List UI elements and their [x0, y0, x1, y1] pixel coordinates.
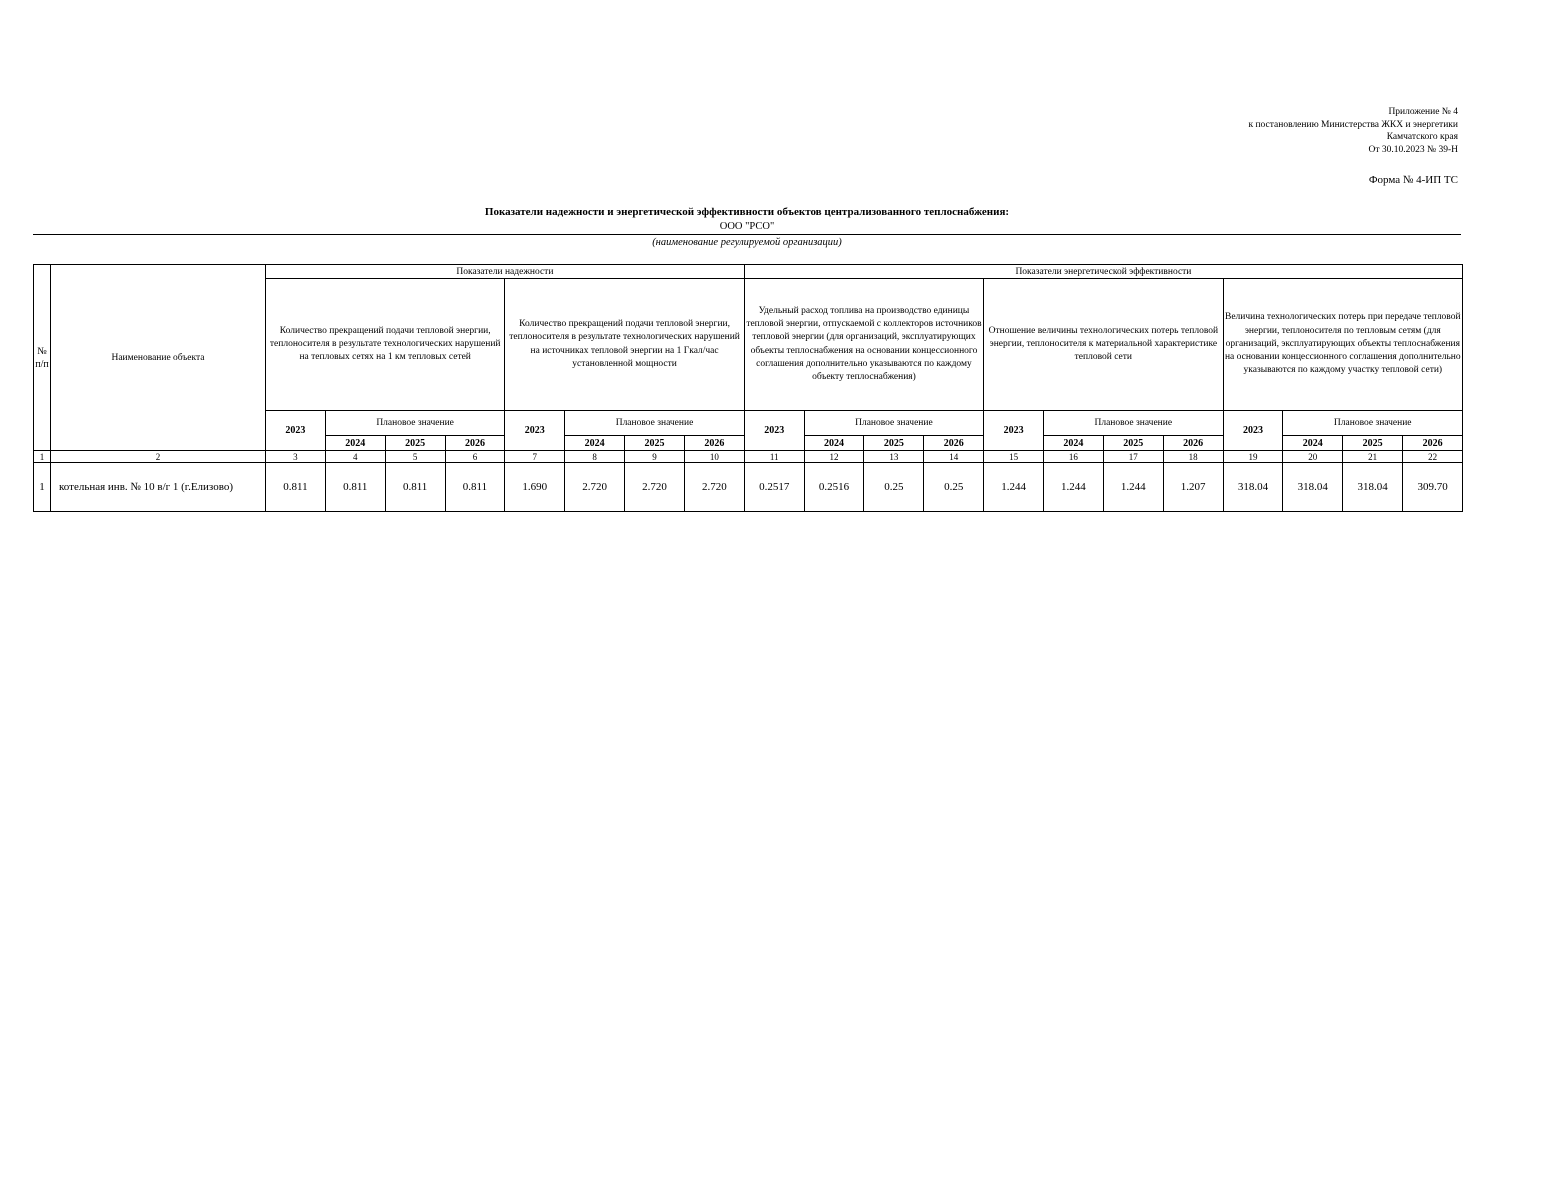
- column-number: 13: [864, 451, 924, 463]
- attachment-line: Приложение № 4: [1388, 107, 1458, 117]
- value-cell: 2.720: [684, 463, 744, 512]
- column-number: 2: [51, 451, 266, 463]
- base-year-header: 2023: [744, 411, 804, 451]
- column-number-row: [34, 451, 1463, 463]
- column-number: 3: [266, 451, 326, 463]
- column-number: 22: [1403, 451, 1463, 463]
- value-cell: 309.70: [1403, 463, 1463, 512]
- column-number: 7: [505, 451, 565, 463]
- plan-value-header: Плановое значение: [565, 411, 745, 436]
- col-name-header: Наименование объекта: [51, 265, 266, 451]
- document-title: Показатели надежности и энергетической эффективности объектов централизованного теплоснабжения:: [484, 206, 1010, 218]
- column-number: 18: [1163, 451, 1223, 463]
- base-year-header: 2023: [1223, 411, 1283, 451]
- plan-year-header: 2025: [1343, 436, 1403, 451]
- column-number: 8: [565, 451, 625, 463]
- column-number: 6: [445, 451, 505, 463]
- attachment-line: к постановлению Министерства ЖКХ и энергетики: [1248, 119, 1458, 130]
- table-row: [34, 463, 1463, 512]
- column-number: 5: [385, 451, 445, 463]
- plan-year-header: 2024: [1044, 436, 1104, 451]
- plan-year-header: 2025: [625, 436, 685, 451]
- plan-value-header: Плановое значение: [325, 411, 505, 436]
- base-year-header: 2023: [984, 411, 1044, 451]
- value-cell: 1.690: [505, 463, 565, 512]
- value-cell: 0.811: [266, 463, 326, 512]
- base-year-header: 2023: [266, 411, 326, 451]
- plan-year-header: 2026: [684, 436, 744, 451]
- indicator-header: Количество прекращений подачи тепловой энергии, теплоносителя в результате технологических нарушений на тепловых сетях на 1 км тепловых сетей: [266, 279, 505, 411]
- value-cell: 1.244: [1044, 463, 1104, 512]
- row-number: 1: [34, 463, 51, 512]
- indicator-header: Удельный расход топлива на производство единицы тепловой энергии, отпускаемой с коллекторов источников тепловой энергии (для организаций, эксплуатирующих объекты теплоснабжения на основании концессионного соглашения дополнительно указываются по каждому объекту теплоснабжения): [744, 279, 983, 411]
- value-cell: 1.207: [1163, 463, 1223, 512]
- col-number-header: № п/п: [34, 265, 51, 451]
- column-number: 12: [804, 451, 864, 463]
- value-cell: 318.04: [1223, 463, 1283, 512]
- organization-caption: (наименование регулируемой организации): [652, 237, 842, 248]
- value-cell: 0.811: [325, 463, 385, 512]
- value-cell: 2.720: [625, 463, 685, 512]
- column-number: 14: [924, 451, 984, 463]
- plan-year-header: 2024: [1283, 436, 1343, 451]
- organization-name: ООО "РСО": [33, 221, 1461, 235]
- attachment-line: Камчатского края: [1386, 132, 1458, 142]
- column-number: 15: [984, 451, 1044, 463]
- plan-year-header: 2024: [325, 436, 385, 451]
- column-number: 19: [1223, 451, 1283, 463]
- attachment-note: [1248, 106, 1458, 156]
- plan-year-header: 2024: [804, 436, 864, 451]
- indicator-header: Отношение величины технологических потерь тепловой энергии, теплоносителя к материальной характеристике тепловой сети: [984, 279, 1223, 411]
- plan-year-header: 2025: [864, 436, 924, 451]
- value-cell: 0.811: [445, 463, 505, 512]
- plan-year-header: 2025: [1103, 436, 1163, 451]
- indicator-header: Количество прекращений подачи тепловой энергии, теплоносителя в результате технологических нарушений на источниках тепловой энергии на 1 Гкал/час установленной мощности: [505, 279, 744, 411]
- column-number: 11: [744, 451, 804, 463]
- group-efficiency-header: Показатели энергетической эффективности: [744, 265, 1462, 279]
- group-header-row: [34, 265, 1463, 279]
- column-number: 20: [1283, 451, 1343, 463]
- value-cell: 1.244: [1103, 463, 1163, 512]
- value-cell: 318.04: [1283, 463, 1343, 512]
- plan-year-header: 2025: [385, 436, 445, 451]
- attachment-line: От 30.10.2023 № 39-Н: [1368, 144, 1458, 155]
- indicators-table: [33, 264, 1463, 512]
- column-number: 9: [625, 451, 685, 463]
- column-number: 17: [1103, 451, 1163, 463]
- plan-year-header: 2026: [1403, 436, 1463, 451]
- value-cell: 2.720: [565, 463, 625, 512]
- column-number: 4: [325, 451, 385, 463]
- form-number: Форма № 4-ИП ТС: [1368, 174, 1458, 186]
- column-number: 1: [34, 451, 51, 463]
- plan-year-header: 2026: [924, 436, 984, 451]
- value-cell: 0.25: [924, 463, 984, 512]
- plan-value-header: Плановое значение: [1283, 411, 1463, 436]
- value-cell: 0.2516: [804, 463, 864, 512]
- plan-year-header: 2026: [1163, 436, 1223, 451]
- value-cell: 318.04: [1343, 463, 1403, 512]
- column-number: 16: [1044, 451, 1104, 463]
- base-year-header: 2023: [505, 411, 565, 451]
- column-number: 21: [1343, 451, 1403, 463]
- value-cell: 1.244: [984, 463, 1044, 512]
- indicator-header: Величина технологических потерь при передаче тепловой энергии, теплоносителя по тепловым сетям (для организаций, эксплуатирующих объекты теплоснабжения на основании концессионного соглашения дополнительно указываются по каждому участку тепловой сети): [1223, 279, 1463, 411]
- object-name: котельная инв. № 10 в/г 1 (г.Елизово): [51, 463, 266, 512]
- value-cell: 0.811: [385, 463, 445, 512]
- plan-year-header: 2026: [445, 436, 505, 451]
- plan-value-header: Плановое значение: [1044, 411, 1224, 436]
- column-number: 10: [684, 451, 744, 463]
- value-cell: 0.2517: [744, 463, 804, 512]
- value-cell: 0.25: [864, 463, 924, 512]
- group-reliability-header: Показатели надежности: [266, 265, 745, 279]
- plan-value-header: Плановое значение: [804, 411, 984, 436]
- plan-year-header: 2024: [565, 436, 625, 451]
